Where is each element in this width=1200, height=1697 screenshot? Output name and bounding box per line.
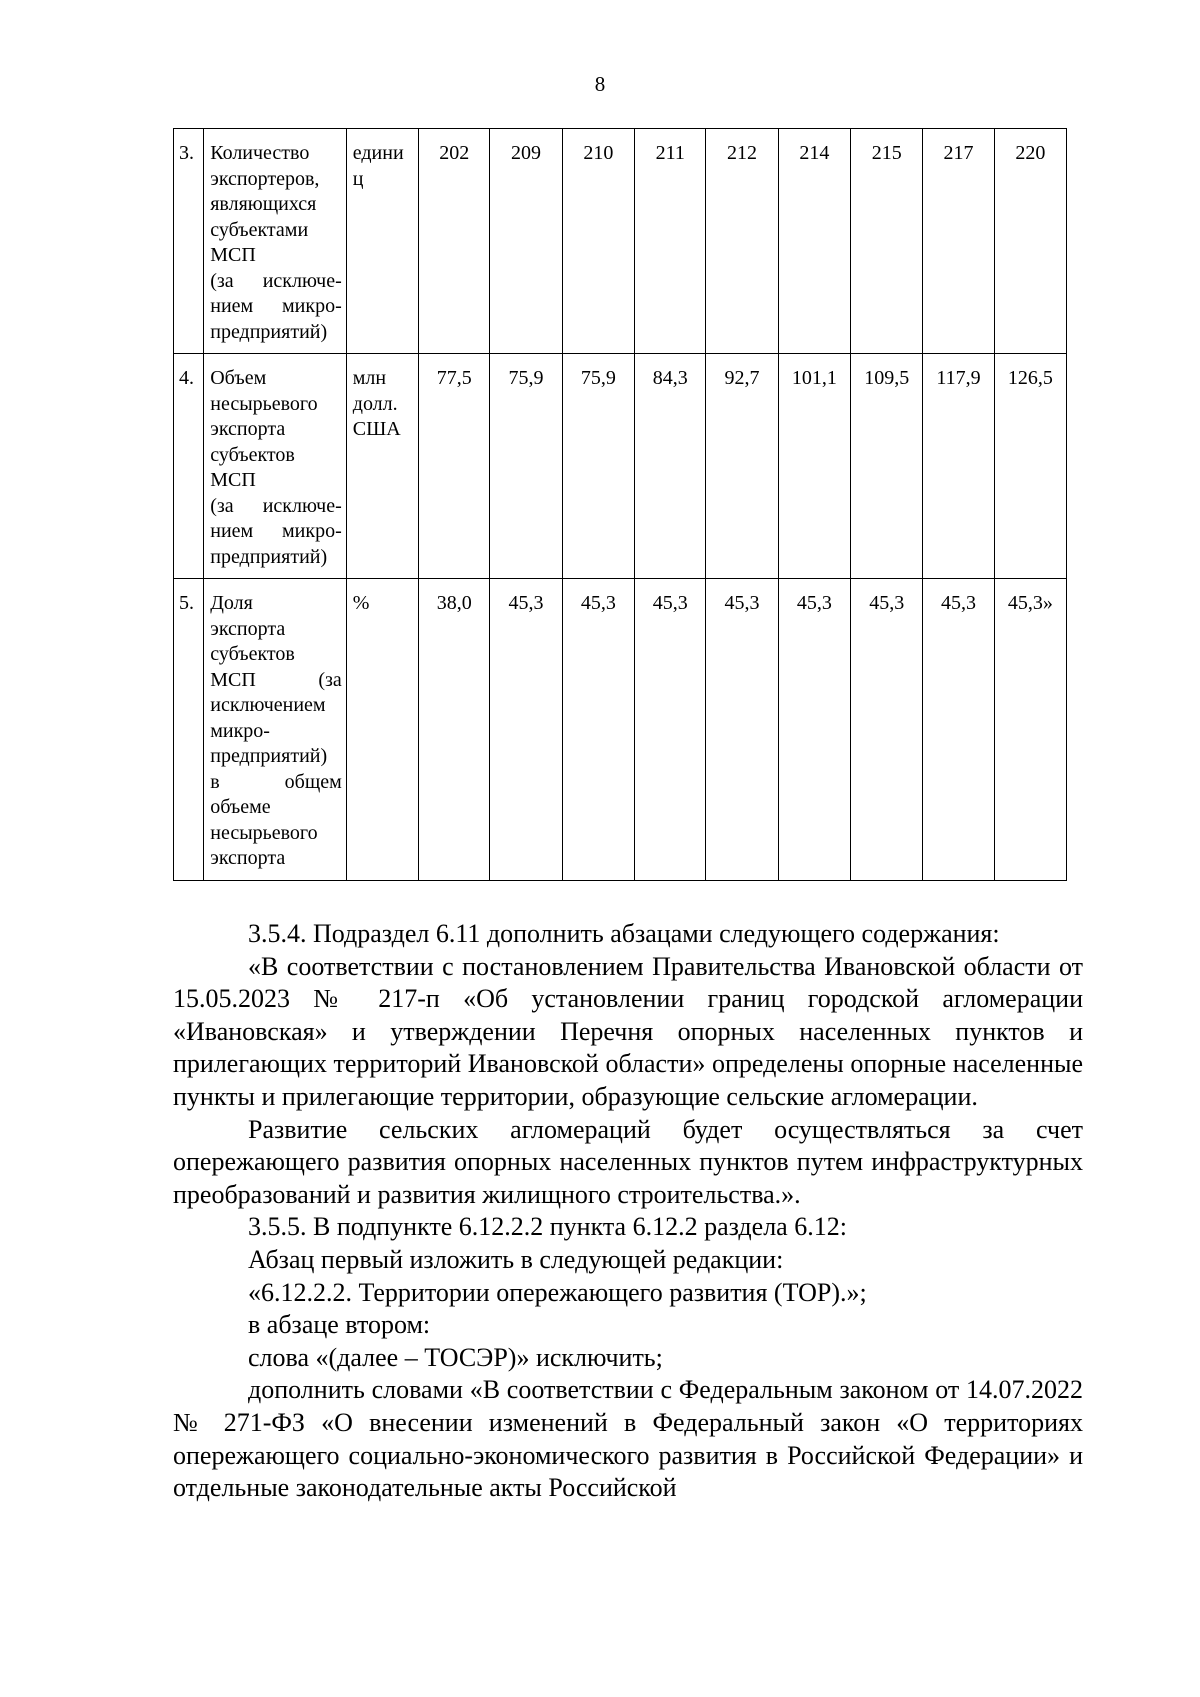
indicator-name-line: исключением <box>210 694 326 716</box>
unit-line: млн <box>352 367 387 389</box>
value-cell: 210 <box>562 129 634 354</box>
indicator-name-line: экспорта <box>210 847 286 869</box>
indicator-name-cell <box>204 579 347 881</box>
indicator-name-line: Количество <box>210 142 310 164</box>
table-row <box>174 129 1067 354</box>
unit-line: США <box>352 418 401 440</box>
indicator-name-line: предприятий) <box>210 545 328 568</box>
indicator-name-cell <box>204 129 347 354</box>
paragraph-3-5-4: 3.5.4. Подраздел 6.11 дополнить абзацами следующего содержания: <box>248 919 1000 948</box>
value-cell: 45,3 <box>635 579 706 881</box>
value-cell: 220 <box>994 129 1066 354</box>
unit-cell <box>346 129 418 354</box>
paragraph-3-5-5: 3.5.5. В подпункте 6.12.2.2 пункта 6.12.2 раздела 6.12: <box>248 1212 847 1242</box>
indicator-name-line: субъектами <box>210 218 309 241</box>
value-cell: 215 <box>851 129 923 354</box>
value-cell: 45,3 <box>562 579 634 881</box>
value-cell: 75,9 <box>562 354 634 579</box>
indicator-name-line: экспорта <box>210 617 286 640</box>
paragraph-rural-development: Развитие сельских агломераций будет осуществляться за счет опережающего развития опорных населенных пунктов путем инфраструктурных преобразований и развития жилищного строительства.». <box>173 1114 1083 1209</box>
row-number-cell: 3. <box>174 129 204 354</box>
value-cell: 202 <box>419 129 490 354</box>
paragraph-add-words: дополнить словами «В соответствии с Федеральным законом от 14.07.2022 № 271-ФЗ «О внесении изменений в Федеральный закон «О территориях опережающего социально-экономического развития в Российской Федерации» и отдельные законодательные акты Российской <box>173 1375 1083 1503</box>
indicator-name-line: Объем <box>210 367 267 389</box>
paragraph-first-abzac: Абзац первый изложить в следующей редакции: <box>248 1244 784 1274</box>
value-cell: 77,5 <box>419 354 490 579</box>
indicator-name-line: нием микро- <box>210 520 342 542</box>
value-cell: 38,0 <box>419 579 490 881</box>
unit-line: долл. <box>352 392 398 415</box>
value-cell: 45,3 <box>851 579 923 881</box>
indicator-name-line: объеме <box>210 796 271 818</box>
paragraph-exclude-words: слова «(далее – ТОСЭР)» исключить; <box>248 1342 663 1372</box>
value-cell: 45,3 <box>706 579 778 881</box>
value-cell: 75,9 <box>490 354 562 579</box>
value-cell: 101,1 <box>778 354 850 579</box>
value-cell: 45,3» <box>994 579 1066 881</box>
indicator-name-line: МСП <box>210 469 256 491</box>
indicator-name-line: несырьевого <box>210 821 318 844</box>
paragraph-tor-title: «6.12.2.2. Территории опережающего развития (ТОР).»; <box>248 1277 867 1307</box>
value-cell: 209 <box>490 129 562 354</box>
indicator-name-line: (за исключе- <box>210 494 342 517</box>
body-text <box>173 918 1083 1505</box>
indicator-name-line: субъектов <box>210 643 295 665</box>
indicator-name-line: (за исключе- <box>210 269 342 292</box>
page-number: 8 <box>594 72 606 96</box>
paragraph-second-abzac: в абзаце втором: <box>248 1310 431 1340</box>
value-cell: 214 <box>778 129 850 354</box>
unit-line: % <box>352 592 370 614</box>
indicator-name-line: нием микро- <box>210 295 342 317</box>
value-cell: 117,9 <box>923 354 994 579</box>
unit-cell <box>346 354 418 579</box>
indicator-name-line: в общем <box>210 770 342 793</box>
table-row <box>174 354 1067 579</box>
indicator-name-line: предприятий) <box>210 745 328 767</box>
indicator-name-line: МСП (за <box>210 668 342 691</box>
row-number-cell: 5. <box>174 579 204 881</box>
table-row <box>174 579 1067 881</box>
indicator-name-cell <box>204 354 347 579</box>
value-cell: 126,5 <box>994 354 1066 579</box>
value-cell: 92,7 <box>706 354 778 579</box>
value-cell: 217 <box>923 129 994 354</box>
indicator-name-line: микро- <box>210 719 270 742</box>
indicator-name-line: Доля <box>210 592 253 614</box>
value-cell: 211 <box>635 129 706 354</box>
value-cell: 109,5 <box>851 354 923 579</box>
value-cell: 45,3 <box>490 579 562 881</box>
paragraph-quote-agglomeration: «В соответствии с постановлением Правительства Ивановской области от 15.05.2023 № 217-п «Об установлении границ городской агломерации «Ивановская» и утверждении Перечня опорных населенных пунктов и прилегающих территорий Ивановской области» определены опорные населенные пункты и прилегающие территории, образующие сельские агломерации. <box>173 951 1083 1111</box>
indicator-name-line: экспорта <box>210 418 286 440</box>
value-cell: 45,3 <box>923 579 994 881</box>
row-number-cell: 4. <box>174 354 204 579</box>
indicator-name-line: субъектов <box>210 443 295 466</box>
indicator-name-line: экспортеров, <box>210 167 320 190</box>
unit-line: ц <box>352 167 364 190</box>
indicators-table <box>173 128 1067 881</box>
indicator-name-line: несырьевого <box>210 392 318 415</box>
unit-line: едини <box>352 142 404 164</box>
unit-cell <box>346 579 418 881</box>
value-cell: 45,3 <box>778 579 850 881</box>
value-cell: 212 <box>706 129 778 354</box>
indicator-name-line: являющихся <box>210 193 317 215</box>
indicator-name-line: МСП <box>210 244 256 266</box>
value-cell: 84,3 <box>635 354 706 579</box>
indicator-name-line: предприятий) <box>210 320 328 343</box>
